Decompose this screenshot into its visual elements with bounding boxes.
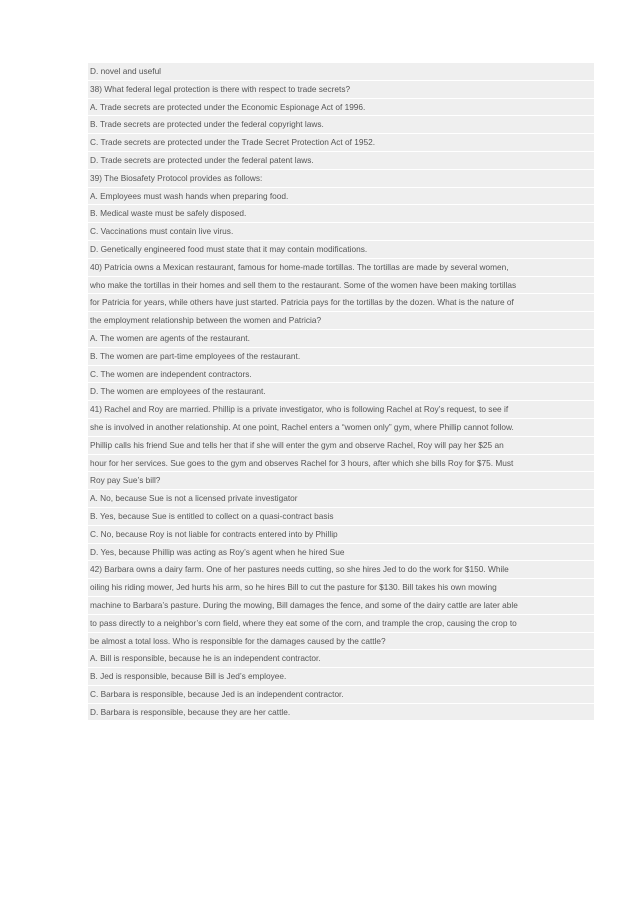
question-41-line-4: hour for her services. Sue goes to the gym and observes Rachel for 3 hours, after which she bills Roy for $75. Must	[88, 455, 594, 473]
answer-option-38c: C. Trade secrets are protected under the Trade Secret Protection Act of 1952.	[88, 134, 594, 152]
question-42-line-1: 42) Barbara owns a dairy farm. One of her pastures needs cutting, so she hires Jed to do the work for $150. While	[88, 561, 594, 579]
answer-option-42d: D. Barbara is responsible, because they are her cattle.	[88, 704, 594, 722]
answer-option-39b: B. Medical waste must be safely disposed.	[88, 205, 594, 223]
question-40-line-3: for Patricia for years, while others have just started. Patricia pays for the tortillas by the dozen. What is the nature of	[88, 294, 594, 312]
answer-option-39c: C. Vaccinations must contain live virus.	[88, 223, 594, 241]
answer-option-38b: B. Trade secrets are protected under the federal copyright laws.	[88, 116, 594, 134]
question-41-line-5: Roy pay Sue’s bill?	[88, 472, 594, 490]
answer-option-41a: A. No, because Sue is not a licensed private investigator	[88, 490, 594, 508]
answer-option-40b: B. The women are part-time employees of the restaurant.	[88, 348, 594, 366]
answer-option-37d: D. novel and useful	[88, 63, 594, 81]
answer-option-41c: C. No, because Roy is not liable for contracts entered into by Phillip	[88, 526, 594, 544]
answer-option-38d: D. Trade secrets are protected under the federal patent laws.	[88, 152, 594, 170]
answer-option-40c: C. The women are independent contractors.	[88, 366, 594, 384]
answer-option-41b: B. Yes, because Sue is entitled to collect on a quasi-contract basis	[88, 508, 594, 526]
question-40-line-1: 40) Patricia owns a Mexican restaurant, famous for home-made tortillas. The tortillas are made by several women,	[88, 259, 594, 277]
question-39: 39) The Biosafety Protocol provides as follows:	[88, 170, 594, 188]
answer-option-42a: A. Bill is responsible, because he is an independent contractor.	[88, 650, 594, 668]
answer-option-38a: A. Trade secrets are protected under the Economic Espionage Act of 1996.	[88, 99, 594, 117]
answer-option-39d: D. Genetically engineered food must state that it may contain modifications.	[88, 241, 594, 259]
document-page	[88, 63, 594, 721]
answer-option-42b: B. Jed is responsible, because Bill is Jed’s employee.	[88, 668, 594, 686]
question-42-line-2: oiling his riding mower, Jed hurts his arm, so he hires Bill to cut the pasture for $130. Bill takes his own mowing	[88, 579, 594, 597]
answer-option-40d: D. The women are employees of the restaurant.	[88, 383, 594, 401]
answer-option-41d: D. Yes, because Phillip was acting as Roy’s agent when he hired Sue	[88, 544, 594, 562]
question-38: 38) What federal legal protection is there with respect to trade secrets?	[88, 81, 594, 99]
answer-option-39a: A. Employees must wash hands when preparing food.	[88, 188, 594, 206]
question-42-line-4: to pass directly to a neighbor’s corn field, where they eat some of the corn, and trample the crop, causing the crop to	[88, 615, 594, 633]
question-40-line-2: who make the tortillas in their homes and sell them to the restaurant. Some of the women have been making tortillas	[88, 277, 594, 295]
answer-option-40a: A. The women are agents of the restaurant.	[88, 330, 594, 348]
question-41-line-1: 41) Rachel and Roy are married. Phillip is a private investigator, who is following Rachel at Roy’s request, to see if	[88, 401, 594, 419]
question-40-line-4: the employment relationship between the women and Patricia?	[88, 312, 594, 330]
question-42-line-3: machine to Barbara’s pasture. During the mowing, Bill damages the fence, and some of the dairy cattle are later able	[88, 597, 594, 615]
question-41-line-3: Phillip calls his friend Sue and tells her that if she will enter the gym and observe Rachel, Roy will pay her $25 an	[88, 437, 594, 455]
question-42-line-5: be almost a total loss. Who is responsible for the damages caused by the cattle?	[88, 633, 594, 651]
answer-option-42c: C. Barbara is responsible, because Jed is an independent contractor.	[88, 686, 594, 704]
question-41-line-2: she is involved in another relationship. At one point, Rachel enters a “women only” gym, where Phillip cannot follow.	[88, 419, 594, 437]
